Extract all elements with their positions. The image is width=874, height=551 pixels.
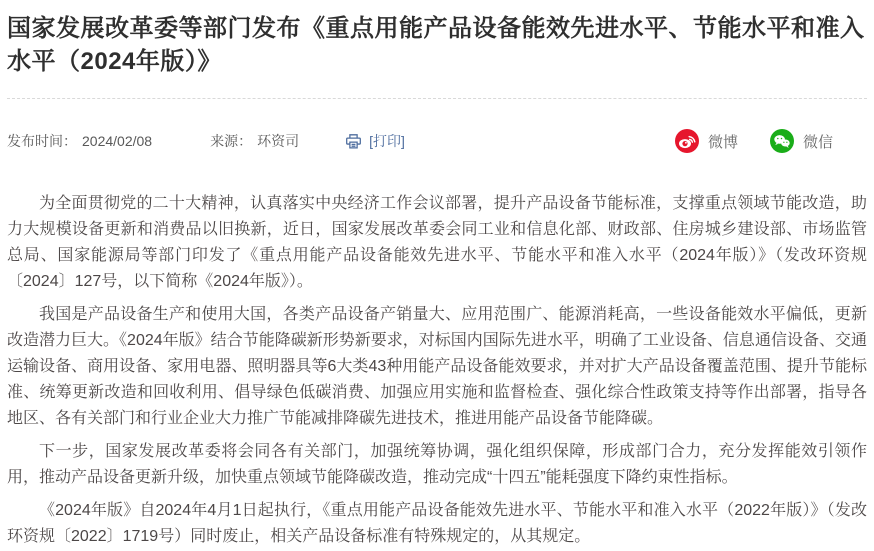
source-value: 环资司: [257, 133, 300, 149]
page-title: 国家发展改革委等部门发布《重点用能产品设备能效先进水平、节能水平和准入水平（2024年版）》: [7, 15, 865, 75]
share-bar: [675, 129, 867, 153]
publish-time-value: 2024/02/08: [82, 133, 153, 149]
meta-row: [7, 129, 867, 153]
weibo-icon: [675, 129, 699, 153]
article-paragraph-1: 为全面贯彻党的二十大精神，认真落实中央经济工作会议部署，提升产品设备节能标准，支撑重点领域节能改造，助力大规模设备更新和消费品以旧换新，近日，国家发展改革委会同工业和信息化部、财政部、住房城乡建设部、市场监管总局、国家能源局等部门印发了《重点用能产品设备能效先进水平、节能水平和准入水平（2024年版）》（发改环资规〔2024〕127号，以下简称《2024年版》）。: [7, 195, 867, 290]
article-page: [0, 12, 874, 550]
print-button[interactable]: [345, 131, 405, 151]
publish-time-label: 发布时间：: [7, 133, 77, 149]
article-paragraph-2: 我国是产品设备生产和使用大国，各类产品设备产销量大、应用范围广、能源消耗高，一些设备能效水平偏低，更新改造潜力巨大。《2024年版》结合节能降碳新形势新要求，对标国内国际先进水平，明确了工业设备、信息通信设备、交通运输设备、商用设备、家用电器、照明器具等6大类43种用能产品设备能效要求，并对扩大产品设备覆盖范围、提升节能标准、统筹更新改造和回收利用、倡导绿色低碳消费、加强应用实施和监督检查、强化综合性政策支持等作出部署，指导各地区、各有关部门和行业企业大力推广节能减排降碳先进技术，推进用能产品设备节能降碳。: [7, 306, 867, 427]
title-divider: [7, 98, 867, 99]
print-label: [打印]: [369, 133, 405, 149]
printer-icon: [345, 133, 362, 150]
article-paragraph-3: 下一步，国家发展改革委将会同各有关部门，加强统筹协调，强化组织保障，形成部门合力，充分发挥能效引领作用，推动产品设备更新升级，加快重点领域节能降碳改造，推动完成“十四五”能耗强度下降约束性指标。: [7, 443, 867, 486]
article-body: [7, 191, 867, 550]
source: [210, 131, 299, 151]
source-label: 来源：: [210, 133, 253, 149]
share-wechat-button[interactable]: [770, 129, 833, 153]
article-paragraph-4: 《2024年版》自2024年4月1日起执行，《重点用能产品设备能效先进水平、节能水平和准入水平（2022年版）》（发改环资规〔2022〕1719号）同时废止，相关产品设备标准有特殊规定的，从其规定。: [7, 502, 867, 545]
publish-time: [7, 131, 152, 151]
weibo-label: 微博: [707, 133, 738, 151]
share-weibo-button[interactable]: [675, 129, 738, 153]
wechat-icon: [770, 129, 794, 153]
meta-info: [7, 131, 405, 151]
wechat-label: 微信: [802, 133, 833, 151]
